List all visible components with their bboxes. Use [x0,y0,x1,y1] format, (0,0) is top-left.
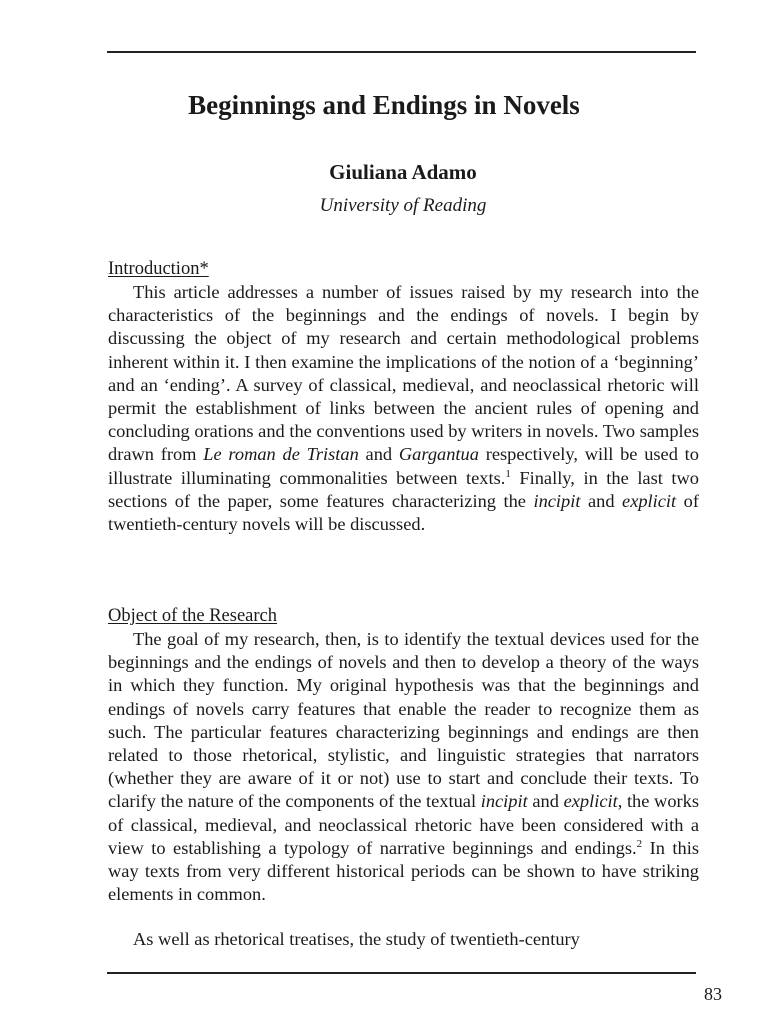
italic-text: incipit [480,791,528,812]
italic-text: incipit [533,490,581,511]
text-run: The goal of my research, then, is to identify the textual devices used for the beginnings and the endings of novels and then to develop a theory of the ways in which they function. My original hypothesis was that the beginnings and endings of novels carry features that enable the reader to recognize them as such. The particular features characterizing beginnings and endings are then related to those rhetorical, stylistic, and linguistic strategies that narrators (whether they are aware of it or not) use to start and conclude their texts. To clarify the nature of the components of the textual [108,629,699,812]
footnote-marker: 1 [505,467,511,480]
text-run: and [358,444,399,465]
top-rule [107,51,696,53]
italic-text: Gargantua [398,444,479,465]
section-heading-introduction: Introduction* [108,259,209,279]
text-run: In this way texts from very different historical periods can be shown to have striking elements in common. [108,837,699,905]
text-run: and [580,490,623,511]
article-title: Beginnings and Endings in Novels [188,90,580,120]
italic-text: explicit [622,490,677,511]
text-run: This article addresses a number of issues raised by my research into the characteristics of the beginnings and the endings of novels. I begin by discussing the object of my research and certain methodological problems inherent within it. I then examine the implications of the notion of a ‘beginning’ and an ‘ending’. A survey of classical, medieval, and neoclassical rhetoric will permit the establishment of links between the ancient rules of opening and concluding orations and the conventions used by writers in novels. Two samples drawn from [108,282,699,465]
author-affiliation: University of Reading [319,195,487,216]
text-run: , the works of classical, medieval, and neoclassical rhetoric have been considered with a view to establishing a typology of narrative beginnings and endings. [108,791,700,858]
text-run: and [527,791,564,812]
text-run: As well as rhetorical treatises, the study of twentieth-century [133,929,580,949]
text-run: respectively, will be used to illustrate illuminating commonalities between texts. [108,444,699,488]
text-run: Finally, in the last two sections of the paper, some features characterizing the [108,467,699,511]
italic-text: Le roman de Tristan [203,444,359,465]
text-run: of twentieth-century novels will be discussed. [108,490,699,535]
italic-text: explicit [563,791,618,812]
section-heading-object-of-research: Object of the Research [108,606,277,626]
paragraph [108,628,699,906]
bottom-rule [107,972,696,974]
author-name: Giuliana Adamo [329,160,477,184]
paragraph [108,281,699,536]
paragraph [108,928,699,951]
footnote-marker: 2 [636,837,643,850]
page-number: 83 [704,984,722,1004]
